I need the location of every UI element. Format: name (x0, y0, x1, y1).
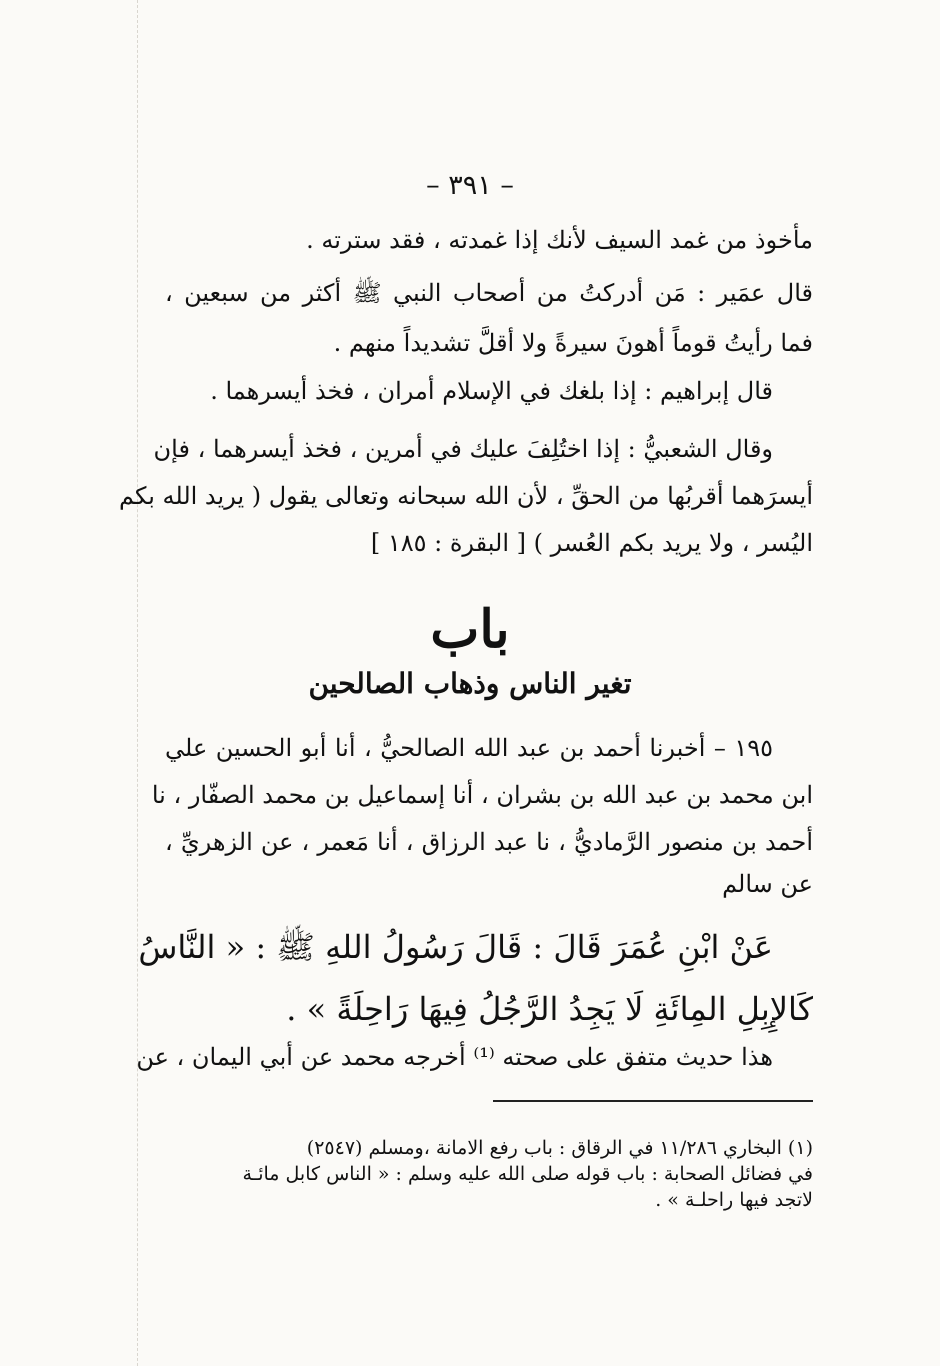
footnote-line: في فضائل الصحابة : باب قوله صلى الله عليه وسلم : « الناس كابل مائـة (242, 1163, 813, 1185)
text-line: عن سالم (722, 870, 813, 898)
hadith-line: عَنْ ابْنِ عُمَرَ قَالَ : قَالَ رَسُولُ اللهِ ﷺ : « النَّاسُ (138, 928, 773, 966)
ibrahim-paragraph (165, 376, 813, 406)
text-line: فما رأيتُ قوماً أهونَ سيرةً ولا أقلَّ تشديداً منهم . (333, 329, 813, 357)
page-number: – ٣٩١ – (426, 170, 514, 201)
text-line: أحمد بن منصور الرَّماديُّ ، نا عبد الرزاق ، أنا مَعمر ، عن الزهريِّ ، (165, 828, 813, 856)
umair-paragraph (165, 278, 813, 358)
footnote-line: (١) البخاري ١١/٢٨٦ في الرقاق : باب رفع الامانة ،ومسلم (٢٥٤٧) (306, 1137, 813, 1159)
footnote-rule (493, 1100, 813, 1102)
shabi-paragraph (118, 434, 813, 558)
text-line: وقال الشعبيُّ : إذا اختُلِفَ عليك في أمرين ، فخذ أيسرهما ، فإن (153, 435, 773, 463)
chapter-subtitle: تغير الناس وذهاب الصالحين (308, 667, 632, 700)
text-line: أيسرَهما أقربُها من الحقِّ ، لأن الله سبحانه وتعالى يقول ( يريد الله بكم (118, 482, 813, 510)
hadith-text (138, 927, 813, 1029)
opening-paragraph (165, 225, 813, 255)
text-line: قال إبراهيم : إذا بلغك في الإسلام أمران ، فخذ أيسرهما . (210, 377, 773, 405)
footnote (168, 1135, 813, 1213)
chapter-title: باب (430, 599, 510, 660)
hadith-line: كَالإِبِلِ المِائَةِ لَا يَجِدُ الرَّجُلُ فِيهَا رَاحِلَةً » . (286, 990, 813, 1028)
footnote-line: لاتجد فيها راحلـة » . (655, 1189, 813, 1211)
text-line: قال عمَير : مَن أدركتُ من أصحاب النبي ﷺ أكثر من سبعين ، (165, 279, 813, 307)
hadith-grading (136, 1042, 813, 1072)
text-line: اليُسر ، ولا يريد بكم العُسر ) [ البقرة : ١٨٥ ] (370, 529, 813, 557)
text-line: مأخوذ من غمد السيف لأنك إذا غمدته ، فقد سترته . (306, 226, 813, 254)
text-line: ابن محمد بن عبد الله بن بشران ، أنا إسماعيل بن محمد الصفّار ، نا (151, 781, 813, 809)
text-line: هذا حديث متفق على صحته ⁽¹⁾ أخرجه محمد عن أبي اليمان ، عن (136, 1043, 773, 1071)
text-line: ١٩٥ – أخبرنا أحمد بن عبد الله الصالحيُّ ، أنا أبو الحسين علي (165, 734, 773, 762)
hadith-chain (151, 733, 813, 899)
